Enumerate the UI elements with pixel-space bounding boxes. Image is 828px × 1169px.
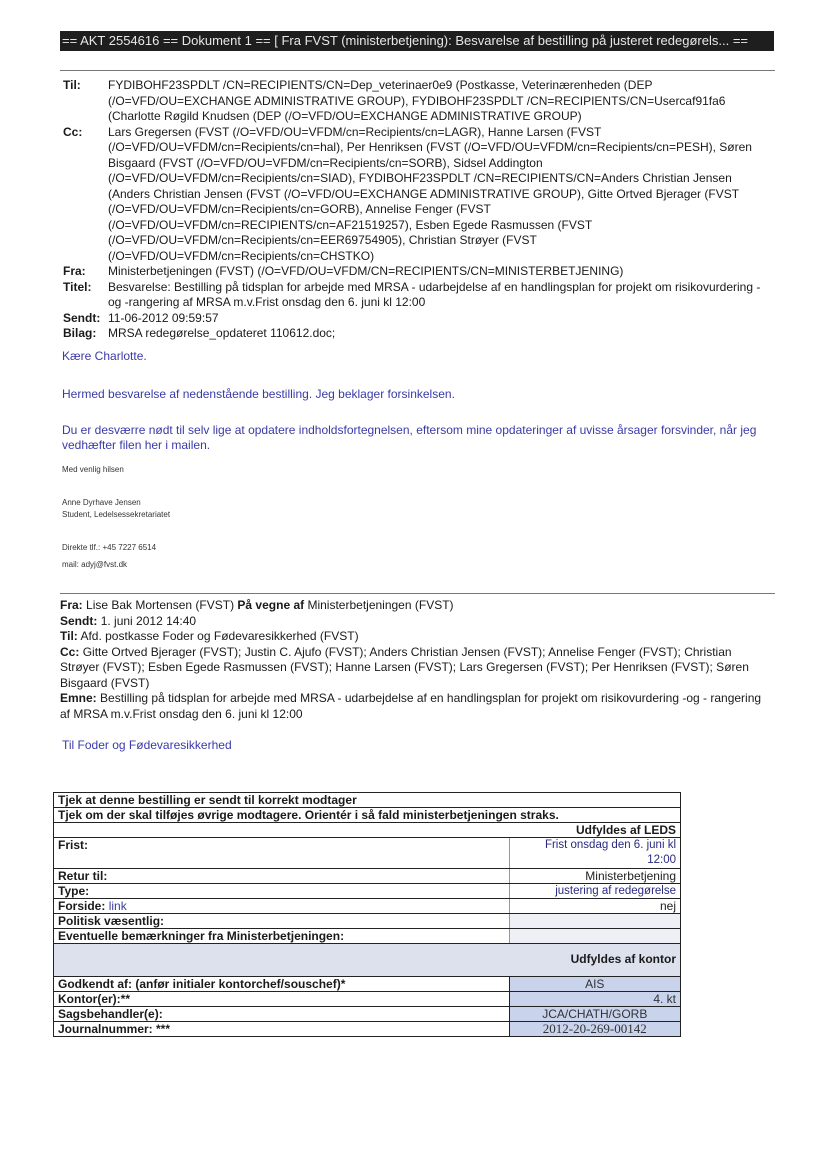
office-value: 4. kt (509, 992, 680, 1007)
cover-link[interactable]: link (108, 899, 127, 913)
signature-name: Anne Dyrhave Jensen (62, 498, 141, 507)
fwd-subject-label: Emne: (60, 691, 97, 705)
document-header-bar: == AKT 2554616 == Dokument 1 == [ Fra FVST (ministerbetjening): Besvarelse af bestilling på justeret redegørels... == (60, 31, 774, 51)
to-label: Til: (63, 78, 81, 92)
deadline-label: Frist: (54, 838, 510, 869)
fwd-sent-value: 1. juni 2012 14:40 (100, 613, 197, 628)
fwd-from-value: Lise Bak Mortensen (FVST) (86, 598, 235, 612)
remarks-label: Eventuelle bemærkninger fra Ministerbetjeningen: (54, 929, 510, 944)
return-to-value: Ministerbetjening (509, 869, 680, 884)
sent-label: Sendt: (63, 310, 101, 325)
cc-label: Cc: (63, 124, 83, 139)
fwd-cc-value: Gitte Ortved Bjerager (FVST); Justin C. Ajufo (FVST); Anders Christian Jensen (FVST); Annelise Fenger (FVST); Christian Strøyer (FVST); Esben Egede Rasmussen (FVST); Hanne Larsen (FVST); Lars Gregersen (FVST); Per Henriksen (FVST); Søren Bisgaard (FVST) (60, 644, 749, 690)
filled-by-office: Udfyldes af kontor (54, 944, 681, 977)
cover-value: nej (509, 899, 680, 914)
header-divider (60, 70, 775, 71)
office-label: Kontor(er):** (54, 992, 510, 1007)
cover-label: Forside: (58, 899, 106, 913)
from-value: Ministerbetjeningen (FVST) (/O=VFD/OU=VFDM/CN=RECIPIENTS/CN=MINISTERBETJENING) (108, 264, 624, 278)
sent-value: 11-06-2012 09:59:57 (108, 310, 219, 325)
title-value: Besvarelse: Bestilling på tidsplan for arbejde med MRSA - udarbejdelse af en handlingsplan for projekt om risikovurdering -og -rangering af MRSA m.v.Frist onsdag den 6. juni kl 12:00 (108, 279, 761, 309)
approved-by-value: AIS (509, 977, 680, 992)
cc-value: Lars Gregersen (FVST (/O=VFD/OU=VFDM/cn=Recipients/cn=LAGR), Hanne Larsen (FVST (/O=VFD/OU=VFDM/cn=Recipients/cn=hal), Per Henriksen (FVST (/O=VFD/OU=VFDM/cn=Recipients/cn=PESH), Søren Bisgaard (FVST (/O=VFD/OU=VFDM/cn=Recipients/cn=SORB), Sidsel Addington (/O=VFD/OU=VFDM/cn=Recipients/cn=SIAD), FYDIBOHF23SPDLT /CN=RECIPIENTS/CN=Anders Christian Jensen (Anders Christian Jensen (FVST (/O=VFD/OU=EXCHANGE ADMINISTRATIVE GROUP), Gitte Ortved Bjerager (FVST (/O=VFD/OU=VFDM/cn=Recipients/cn=GORB), Annelise Fenger (FVST (/O=VFD/OU=VFDM/cn=RECIPIENTS/cn=AF21519257), Esben Egede Rasmussen (FVST (/O=VFD/OU=VFDM/cn=Recipients/cn=EER69754905), Christian Strøyer (FVST (/O=VFD/OU=VFDM/cn=Recipients/cn=CHSTKO) (108, 124, 752, 263)
to-value: FYDIBOHF23SPDLT /CN=RECIPIENTS/CN=Dep_veterinaer0e9 (Postkasse, Veterinærenheden (DEP (/O=VFD/OU=EXCHANGE ADMINISTRATIVE GROUP), FYDIBOHF23SPDLT /CN=RECIPIENTS/CN=Usercaf91fa6 (Charlotte Røgild Knudsen (DEP (/O=VFD/OU=EXCHANGE ADMINISTRATIVE GROUP) (108, 78, 726, 123)
return-to-label: Retur til: (54, 869, 510, 884)
on-behalf-of: På vegne af (237, 598, 305, 612)
fwd-to-label: Til: (60, 629, 78, 643)
approved-by-label: Godkendt af: (anfør initialer kontorchef/souschef)* (54, 977, 510, 992)
check-recipient-row: Tjek at denne bestilling er sendt til korrekt modtager (54, 793, 681, 808)
regards: Med venlig hilsen (62, 465, 124, 474)
order-form-table (53, 792, 681, 1037)
type-label: Type: (54, 884, 510, 899)
remarks-value (509, 929, 680, 944)
fwd-sent-label: Sendt: (60, 613, 98, 628)
fwd-from-label: Fra: (60, 598, 83, 612)
check-more-recipients-row: Tjek om der skal tilføjes øvrige modtagere. Orientér i så fald ministerbetjeningen straks. (54, 808, 681, 823)
attachment-value[interactable]: MRSA redegørelse_opdateret 110612.doc; (108, 326, 336, 340)
case-handler-value: JCA/CHATH/GORB (509, 1007, 680, 1022)
attachment-label: Bilag: (63, 326, 97, 340)
email-header (63, 78, 773, 342)
body-line-1: Hermed besvarelse af nedenstående bestilling. Jeg beklager forsinkelsen. (62, 387, 455, 401)
political-label: Politisk væsentlig: (54, 914, 510, 929)
greeting: Kære Charlotte. (62, 349, 147, 363)
from-label: Fra: (63, 264, 86, 278)
journal-number-value: 2012-20-269-00142 (509, 1022, 680, 1037)
forwarded-header (60, 598, 765, 722)
body-line-2: Du er desværre nødt til selv lige at opdatere indholdsfortegnelsen, eftersom mine opdateringer af uvisse årsager forsvinder, når jeg vedhæfter filen her i mailen. (62, 423, 757, 452)
filled-by-leds: Udfyldes af LEDS (54, 823, 681, 838)
fwd-cc-label: Cc: (60, 644, 80, 659)
type-value: justering af redegørelse (509, 884, 680, 899)
case-handler-label: Sagsbehandler(e): (54, 1007, 510, 1022)
fwd-from-value-2: Ministerbetjeningen (FVST) (307, 598, 454, 612)
to-department: Til Foder og Fødevaresikkerhed (62, 738, 232, 752)
signature-title: Student, Ledelsessekretariatet (62, 510, 171, 519)
deadline-value: Frist onsdag den 6. juni kl 12:00 (509, 838, 680, 869)
cover-label-cell (54, 899, 510, 914)
signature-mail[interactable]: mail: adyj@fvst.dk (62, 560, 128, 569)
fwd-to-value: Afd. postkasse Foder og Fødevaresikkerhed (FVST) (80, 629, 359, 643)
title-label: Titel: (63, 279, 92, 294)
journal-number-label: Journalnummer: *** (54, 1022, 510, 1037)
forward-divider (60, 593, 775, 594)
political-value (509, 914, 680, 929)
fwd-subject-value: Bestilling på tidsplan for arbejde med MRSA - udarbejdelse af en handlingsplan for projekt om risikovurdering -og - rangering af MRSA m.v.Frist onsdag den 6. juni kl 12:00 (60, 691, 762, 721)
signature-phone: Direkte tlf.: +45 7227 6514 (62, 543, 157, 552)
